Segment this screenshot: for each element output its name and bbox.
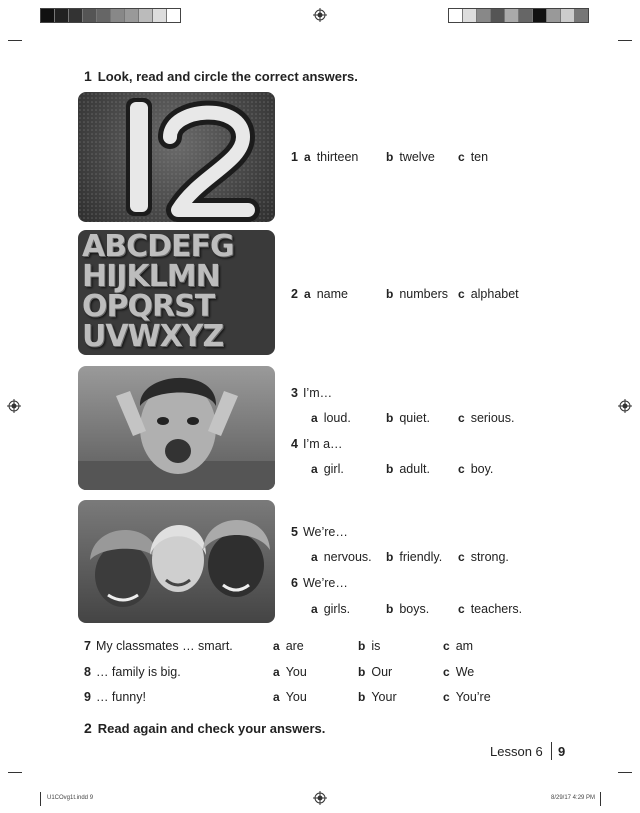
crop-mark (618, 772, 632, 773)
alphabet-row: OPQRST (82, 289, 215, 324)
option-2a[interactable]: a name (304, 287, 348, 301)
option-6c[interactable]: c teachers. (458, 602, 523, 616)
question-6 (291, 576, 348, 590)
option-7a[interactable]: a are (273, 639, 304, 653)
boy-graphic (78, 366, 275, 490)
exercise-1-heading (84, 68, 358, 84)
alphabet-image (78, 230, 275, 355)
option-7b[interactable]: b is (358, 639, 381, 653)
question-9 (84, 690, 146, 704)
option-6a[interactable]: a girls. (311, 602, 351, 616)
question-stem: I’m a… (302, 437, 343, 451)
question-number: 4 (291, 437, 298, 451)
option-9a[interactable]: a You (273, 690, 307, 704)
registration-mark-right (618, 399, 632, 413)
print-timestamp: 8/29/17 4:29 PM (551, 795, 596, 801)
alphabet-row: HIJKLMN (82, 259, 220, 294)
file-name: U1COvg1t.indd 9 (47, 795, 94, 801)
color-bar-right (448, 8, 589, 23)
option-3a[interactable]: a loud. (311, 411, 351, 425)
number-twelve-image (78, 92, 275, 222)
page-number: 9 (558, 744, 566, 759)
alphabet-row: UVWXYZ (82, 319, 224, 354)
registration-mark-bottom (313, 791, 327, 805)
question-5 (291, 525, 348, 539)
option-1b[interactable]: b twelve (386, 150, 435, 164)
exercise-1-title: Look, read and circle the correct answers. (97, 69, 358, 84)
option-1c[interactable]: c ten (458, 150, 489, 164)
option-9b[interactable]: b Your (358, 690, 397, 704)
option-1a[interactable]: a thirteen (304, 150, 359, 164)
question-1 (291, 150, 303, 164)
question-number: 9 (84, 690, 91, 704)
option-8c[interactable]: c We (443, 665, 475, 679)
option-4b[interactable]: b adult. (386, 462, 430, 476)
option-3c[interactable]: c serious. (458, 411, 515, 425)
question-stem: We’re… (302, 576, 348, 590)
crop-mark (40, 792, 41, 806)
crop-mark (8, 40, 22, 41)
exercise-1-number: 1 (84, 68, 92, 84)
children-graphic (78, 500, 275, 623)
question-number: 5 (291, 525, 298, 539)
option-3b[interactable]: b quiet. (386, 411, 430, 425)
option-2b[interactable]: b numbers (386, 287, 448, 301)
option-2c[interactable]: c alphabet (458, 287, 519, 301)
question-stem: … funny! (95, 690, 146, 704)
option-6b[interactable]: b boys. (386, 602, 430, 616)
registration-mark-top (313, 8, 327, 22)
question-number: 6 (291, 576, 298, 590)
option-8a[interactable]: a You (273, 665, 307, 679)
question-number: 1 (291, 150, 298, 164)
question-3 (291, 386, 332, 400)
page-divider (551, 742, 552, 760)
crop-mark (618, 40, 632, 41)
question-2 (291, 287, 303, 301)
crop-mark (600, 792, 601, 806)
question-stem: My classmates … smart. (95, 639, 233, 653)
option-4c[interactable]: c boy. (458, 462, 494, 476)
question-stem: I’m… (302, 386, 333, 400)
question-number: 2 (291, 287, 298, 301)
option-7c[interactable]: c am (443, 639, 474, 653)
children-image (78, 500, 275, 623)
alphabet-row: ABCDEFG (82, 230, 234, 264)
number-twelve-graphic (78, 92, 275, 222)
option-9c[interactable]: c You’re (443, 690, 491, 704)
registration-mark-left (7, 399, 21, 413)
option-5c[interactable]: c strong. (458, 550, 509, 564)
boy-funny-face-image (78, 366, 275, 490)
question-number: 7 (84, 639, 91, 653)
exercise-2-number: 2 (84, 720, 92, 736)
option-8b[interactable]: b Our (358, 665, 393, 679)
question-4 (291, 437, 343, 451)
exercise-2-title: Read again and check your answers. (97, 721, 326, 736)
question-number: 8 (84, 665, 91, 679)
option-5a[interactable]: a nervous. (311, 550, 372, 564)
question-number: 3 (291, 386, 298, 400)
question-stem: We’re… (302, 525, 348, 539)
question-8 (84, 665, 181, 679)
lesson-label: Lesson 6 (490, 744, 543, 759)
option-4a[interactable]: a girl. (311, 462, 344, 476)
question-7 (84, 639, 233, 653)
crop-mark (8, 772, 22, 773)
question-stem: … family is big. (95, 665, 181, 679)
exercise-2-heading (84, 720, 325, 736)
color-bar-left (40, 8, 181, 23)
option-5b[interactable]: b friendly. (386, 550, 443, 564)
